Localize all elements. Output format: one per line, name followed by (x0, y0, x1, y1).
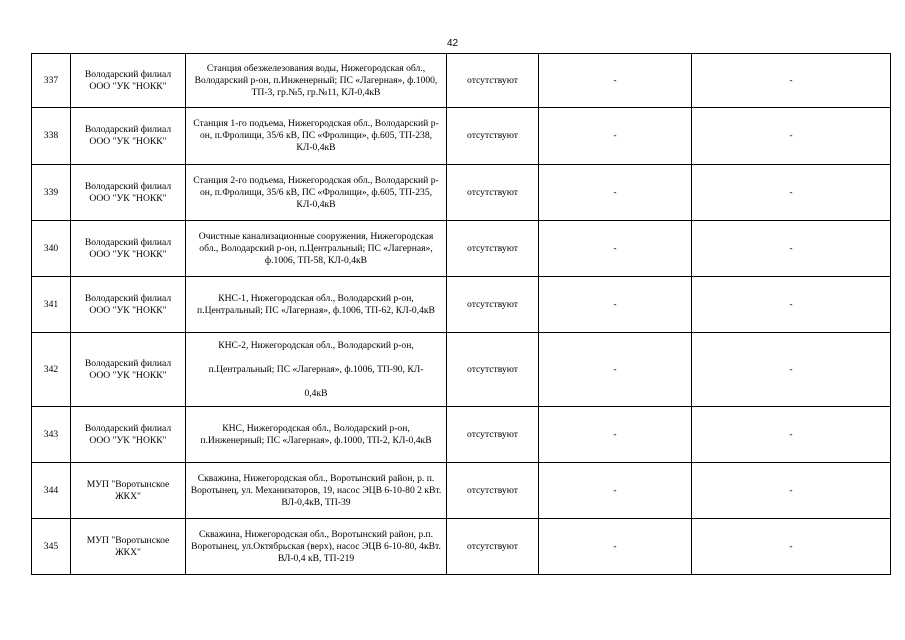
table-row (32, 54, 891, 108)
table-row (32, 277, 891, 333)
dash-cell: - (539, 221, 692, 277)
row-number-cell: 341 (32, 277, 71, 333)
dash-cell: - (692, 165, 891, 221)
object-description-line: 0,4кВ (304, 387, 328, 399)
dash-cell: - (692, 519, 891, 575)
dash-cell: - (539, 108, 692, 165)
object-description-line: Скважина, Нижегородская обл., Воротынский район, р.п. Воротынец, ул.Октябрьская (верх), насос ЭЦВ 6-10-80, 4кВт. ВЛ-0,4 кВ, ТП-219 (191, 528, 441, 564)
dash-cell: - (539, 165, 692, 221)
row-number-cell: 345 (32, 519, 71, 575)
dash-cell: - (539, 519, 692, 575)
object-description-cell (186, 277, 447, 333)
table-row (32, 221, 891, 277)
status-cell: отсутствуют (447, 463, 539, 519)
dash-cell: - (692, 407, 891, 463)
object-description-cell (186, 221, 447, 277)
object-description-line: Станция 1-го подъема, Нижегородская обл., Володарский р-он, п.Фролищи, 35/6 кВ, ПС «Фролищи», ф.605, ТП-238, КЛ-0,4кВ (193, 118, 439, 153)
organization-cell: Володарский филиал ООО "УК "НОКК" (71, 407, 186, 463)
organization-cell: Володарский филиал ООО "УК "НОКК" (71, 108, 186, 165)
table-row (32, 333, 891, 407)
organization-cell: Володарский филиал ООО "УК "НОКК" (71, 165, 186, 221)
dash-cell: - (692, 463, 891, 519)
table-row (32, 519, 891, 575)
object-description-cell (186, 519, 447, 575)
dash-cell: - (692, 333, 891, 407)
row-number-cell: 338 (32, 108, 71, 165)
organization-cell: Володарский филиал ООО "УК "НОКК" (71, 54, 186, 108)
table-row (32, 108, 891, 165)
row-number-cell: 340 (32, 221, 71, 277)
status-cell: отсутствуют (447, 221, 539, 277)
object-description-line: п.Центральный; ПС «Лагерная», ф.1006, ТП-90, КЛ- (208, 363, 424, 375)
object-description-cell (186, 165, 447, 221)
object-description-line: КНС, Нижегородская обл., Володарский р-он, п.Инженерный; ПС «Лагерная», ф.1000, ТП-2, КЛ-0,4кВ (200, 422, 432, 446)
object-description-line: КНС-1, Нижегородская обл., Володарский р-он, п.Центральный; ПС «Лагерная», ф.1006, ТП-62, КЛ-0,4кВ (197, 292, 435, 316)
row-number-cell: 344 (32, 463, 71, 519)
object-description-cell (186, 54, 447, 108)
page-number: 42 (446, 38, 459, 49)
dash-cell: - (539, 407, 692, 463)
row-number-cell: 339 (32, 165, 71, 221)
object-description-line: Станция обезжелезования воды, Нижегородская обл., Володарский р-он, п.Инженерный; ПС «Лагерная», ф.1000, ТП-3, гр.№5, гр.№11, КЛ-0,4кВ (194, 62, 438, 98)
organization-cell: МУП "Воротынское ЖКХ" (71, 463, 186, 519)
status-cell: отсутствуют (447, 333, 539, 407)
object-description-cell (186, 463, 447, 519)
organization-cell: Володарский филиал ООО "УК "НОКК" (71, 333, 186, 407)
object-description-line: КНС-2, Нижегородская обл., Володарский р-он, (218, 339, 414, 351)
organization-cell: Володарский филиал ООО "УК "НОКК" (71, 221, 186, 277)
dash-cell: - (692, 54, 891, 108)
object-description-cell (186, 108, 447, 165)
table-row (32, 165, 891, 221)
dash-cell: - (539, 333, 692, 407)
object-description-cell (186, 333, 447, 407)
object-description-line: Скважина, Нижегородская обл., Воротынский район, р. п. Воротынец, ул. Механизаторов, 19, насос ЭЦВ 6-10-80 2 кВт. ВЛ-0,4кВ, ТП-39 (190, 472, 442, 508)
object-description-line: Станция 2-го подъема, Нижегородская обл., Володарский р-он, п.Фролищи, 35/6 кВ, ПС «Фролищи», ф.605, ТП-235, КЛ-0,4кВ (193, 174, 439, 210)
object-description-line: Очистные канализационные сооружения, Нижегородская обл., Володарский р-он, п.Центральный; ПС «Лагерная», ф.1006, ТП-58, КЛ-0,4кВ (198, 230, 434, 266)
dash-cell: - (692, 108, 891, 165)
object-description-cell (186, 407, 447, 463)
dash-cell: - (539, 54, 692, 108)
dash-cell: - (539, 463, 692, 519)
dash-cell: - (692, 277, 891, 333)
table-row (32, 407, 891, 463)
status-cell: отсутствуют (447, 165, 539, 221)
dash-cell: - (539, 277, 692, 333)
status-cell: отсутствуют (447, 54, 539, 108)
row-number-cell: 342 (32, 333, 71, 407)
status-cell: отсутствуют (447, 108, 539, 165)
row-number-cell: 343 (32, 407, 71, 463)
status-cell: отсутствуют (447, 277, 539, 333)
table-body (32, 54, 891, 575)
status-cell: отсутствуют (447, 407, 539, 463)
dash-cell: - (692, 221, 891, 277)
data-table (31, 53, 891, 575)
table-row (32, 463, 891, 519)
status-cell: отсутствуют (447, 519, 539, 575)
row-number-cell: 337 (32, 54, 71, 108)
organization-cell: МУП "Воротынское ЖКХ" (71, 519, 186, 575)
organization-cell: Володарский филиал ООО "УК "НОКК" (71, 277, 186, 333)
